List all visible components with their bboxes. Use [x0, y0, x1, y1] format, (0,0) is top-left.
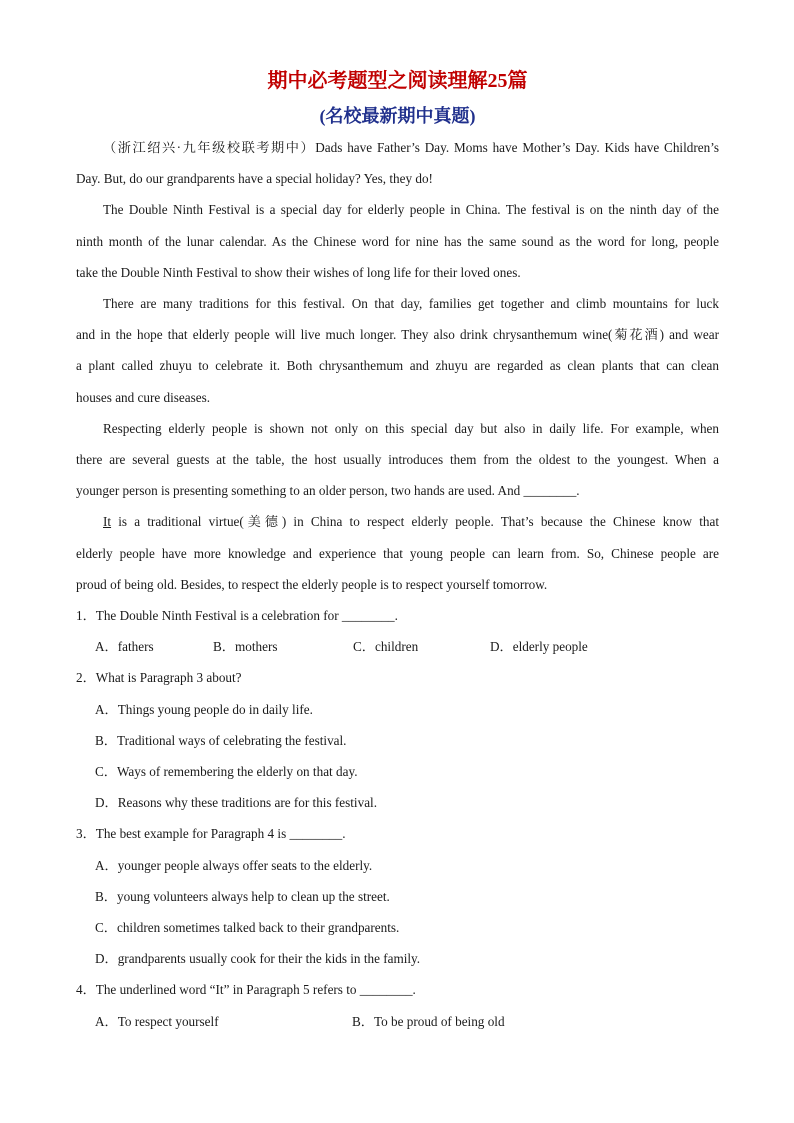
passage-line: houses and cure diseases.	[76, 389, 211, 405]
option-row	[95, 1006, 719, 1037]
passage-line: take the Double Ninth Festival to show their wishes of long life for their loved ones.	[76, 264, 521, 280]
page-subtitle: (名校最新期中真题)	[319, 106, 476, 126]
document-page	[76, 66, 719, 1037]
question-stem: 1．The Double Ninth Festival is a celebration for ________.	[76, 608, 398, 624]
passage-line: The Double Ninth Festival is a special day for elderly people in China. The festival is on the ninth day of the	[103, 202, 719, 218]
question-list	[76, 600, 719, 1037]
option-b[interactable]: B．mothers	[213, 639, 278, 655]
option-c[interactable]: C．children	[353, 639, 419, 655]
option-b[interactable]: B．Traditional ways of celebrating the festival.	[95, 732, 347, 748]
passage-line: and in the hope that elderly people will live much longer. They also drink chrysanthemum wine(菊花酒) and wear	[76, 327, 719, 343]
passage-line-rest: is a traditional virtue(美德) in China to respect elderly people. That’s because the Chinese know that	[111, 514, 719, 530]
option-a[interactable]: A．Things young people do in daily life.	[95, 701, 313, 717]
passage-line: （浙江绍兴·九年级校联考期中）Dads have Father’s Day. Moms have Mother’s Day. Kids have Children’s	[103, 140, 719, 155]
option-b[interactable]: B．To be proud of being old	[352, 1013, 505, 1029]
option-c[interactable]: C．Ways of remembering the elderly on that day.	[95, 764, 358, 780]
option-d[interactable]: D．Reasons why these traditions are for this festival.	[95, 795, 378, 811]
option-d[interactable]: D．grandparents usually cook for their the kids in the family.	[95, 951, 421, 967]
page-title: 期中必考题型之阅读理解25篇	[267, 70, 528, 92]
passage-line: Day. But, do our grandparents have a special holiday? Yes, they do!	[76, 171, 433, 187]
underlined-word: It	[103, 514, 112, 530]
reading-passage	[76, 132, 719, 600]
option-d[interactable]: D．elderly people	[490, 639, 588, 655]
option-a[interactable]: A．To respect yourself	[95, 1013, 219, 1029]
passage-line: ninth month of the lunar calendar. As the Chinese word for nine has the same sound as the word for long, people	[76, 233, 719, 249]
option-a[interactable]: A．fathers	[95, 639, 154, 655]
passage-line: elderly people have more knowledge and experience that young people can learn from. So, Chinese people are	[76, 545, 719, 561]
passage-line: there are several guests at the table, the host usually introduces them from the oldest to the youngest. When a	[76, 452, 719, 468]
question-stem: 2．What is Paragraph 3 about?	[76, 670, 242, 686]
passage-line: younger person is presenting something to an older person, two hands are used. And ________.	[76, 483, 580, 499]
passage-line: There are many traditions for this festival. On that day, families get together and climb mountains for luck	[103, 296, 719, 312]
option-b[interactable]: B．young volunteers always help to clean up the street.	[95, 888, 390, 904]
passage-line: proud of being old. Besides, to respect the elderly people is to respect yourself tomorrow.	[76, 576, 548, 592]
option-a[interactable]: A．younger people always offer seats to the elderly.	[95, 857, 373, 873]
question-stem: 4．The underlined word “It” in Paragraph 5 refers to ________.	[76, 982, 416, 998]
passage-line: Respecting elderly people is shown not only on this special day but also in daily life. For example, when	[103, 420, 719, 436]
option-c[interactable]: C．children sometimes talked back to their grandparents.	[95, 920, 400, 936]
passage-line	[76, 506, 719, 537]
passage-line: a plant called zhuyu to celebrate it. Both chrysanthemum and zhuyu are regarded as clean plants that can clean	[76, 358, 719, 374]
option-row	[95, 631, 719, 662]
question-stem: 3．The best example for Paragraph 4 is ________.	[76, 826, 346, 842]
